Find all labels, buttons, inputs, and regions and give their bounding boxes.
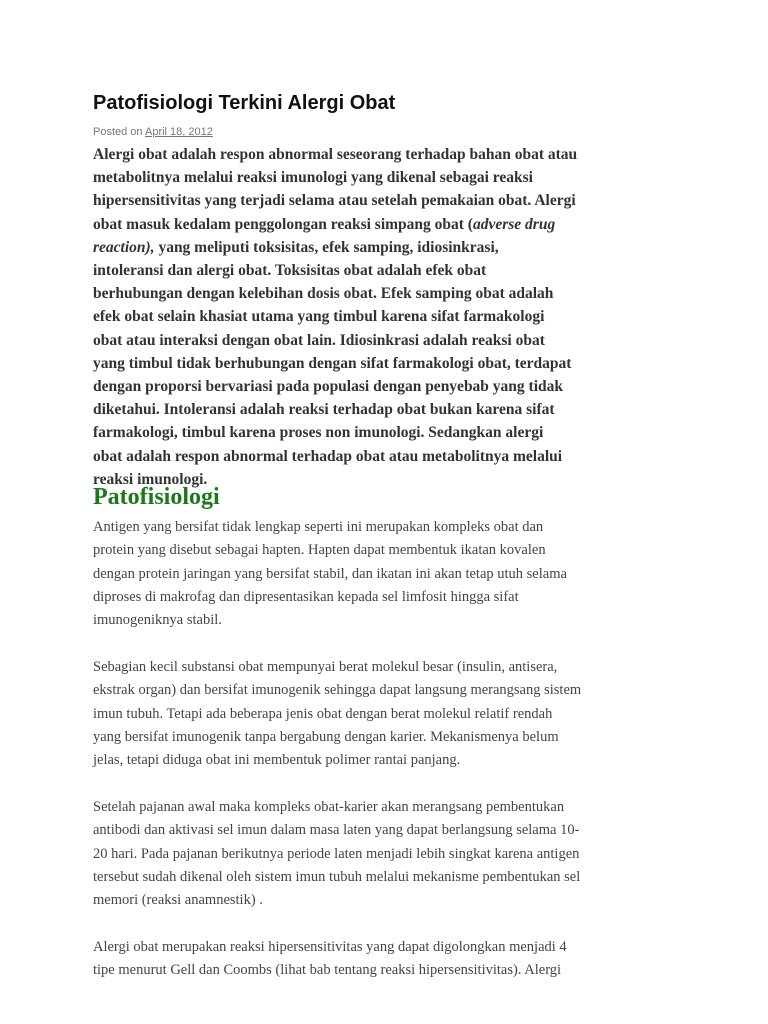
- posted-on-label: Posted on: [93, 126, 143, 138]
- text-line: Antigen yang bersifat tidak lengkap seperti ini merupakan kompleks obat dan: [93, 519, 544, 535]
- section-heading: Patofisiologi: [93, 484, 220, 510]
- text-line: hipersensitivitas yang terjadi selama atau setelah pemakaian obat. Alergi: [93, 192, 576, 210]
- text-line: obat adalah respon abnormal terhadap obat atau metabolitnya melalui: [93, 447, 563, 465]
- body-paragraph: [93, 516, 567, 632]
- post-date-link[interactable]: April 18, 2012: [145, 126, 213, 138]
- text-line: berhubungan dengan kelebihan dosis obat. Efek samping obat adalah: [93, 285, 554, 303]
- text-line: intoleransi dan alergi obat. Toksisitas obat adalah efek obat: [93, 262, 487, 280]
- text-line: reaksi imunologi.: [93, 470, 208, 488]
- text-line: Alergi obat merupakan reaksi hipersensitivitas yang dapat digolongkan menjadi 4: [93, 939, 567, 955]
- text-line: dengan proporsi bervariasi pada populasi dengan penyebab yang tidak: [93, 378, 564, 396]
- text-line: Alergi obat adalah respon abnormal seseorang terhadap bahan obat atau: [93, 146, 578, 163]
- text-span: yang meliputi toksisitas, efek samping, idiosinkrasi,: [154, 238, 499, 256]
- text-line: imun tubuh. Tetapi ada beberapa jenis obat dengan berat molekul relatif rendah: [93, 705, 553, 722]
- text-line: Sebagian kecil substansi obat mempunyai berat molekul besar (insulin, antisera,: [93, 659, 558, 675]
- italic-term: adverse drug: [472, 215, 556, 233]
- text-line: obat atau interaksi dengan obat lain. Idiosinkrasi adalah reaksi obat: [93, 331, 545, 349]
- text-line: farmakologi, timbul karena proses non imunologi. Sedangkan alergi: [93, 424, 544, 442]
- text-line: dengan protein jaringan yang bersifat stabil, dan ikatan ini akan tetap utuh selama: [93, 565, 567, 582]
- page-title: Patofisiologi Terkini Alergi Obat: [93, 92, 396, 114]
- intro-paragraph: [93, 143, 577, 491]
- text-line: metabolitnya melalui reaksi imunologi yang dikenal sebagai reaksi: [93, 169, 533, 187]
- text-line: diketahui. Intoleransi adalah reaksi terhadap obat bukan karena sifat: [93, 401, 555, 419]
- text-line: memori (reaksi anamnestik) .: [93, 892, 263, 909]
- text-line: [93, 236, 577, 259]
- text-line: 20 hari. Pada pajanan berikutnya periode laten menjadi lebih singkat karena antigen: [93, 845, 580, 862]
- text-line: imunogeniknya stabil.: [93, 612, 222, 629]
- text-line: diproses di makrofag dan dipresentasikan kepada sel limfosit hingga sifat: [93, 588, 519, 605]
- text-line: tersebut sudah dikenal oleh sistem imun tubuh melalui mekanisme pembentukan sel: [93, 868, 581, 885]
- body-paragraph: [93, 796, 580, 912]
- text-line: antibodi dan aktivasi sel imun dalam masa laten yang dapat berlangsung selama 10-: [93, 822, 580, 839]
- text-line: Setelah pajanan awal maka kompleks obat-karier akan merangsang pembentukan: [93, 799, 565, 815]
- text-line: [93, 213, 577, 236]
- text-line: protein yang disebut sebagai hapten. Hapten dapat membentuk ikatan kovalen: [93, 542, 546, 559]
- text-line: yang bersifat imunogenik tanpa bergabung dengan karier. Mekanismenya belum: [93, 728, 559, 745]
- italic-term: reaction),: [93, 238, 155, 256]
- text-line: ekstrak organ) dan bersifat imunogenik sehingga dapat langsung merangsang sistem: [93, 682, 582, 699]
- text-line: yang timbul tidak berhubungan dengan sifat farmakologi obat, terdapat: [93, 354, 572, 372]
- text-span: obat masuk kedalam penggolongan reaksi simpang obat (: [93, 215, 473, 233]
- body-paragraph: [93, 656, 581, 772]
- body-paragraph: [93, 936, 567, 983]
- text-line: tipe menurut Gell dan Coombs (lihat bab tentang reaksi hipersensitivitas). Alergi: [93, 962, 562, 979]
- text-line: jelas, tetapi diduga obat ini membentuk polimer rantai panjang.: [93, 752, 461, 769]
- post-meta: [93, 126, 213, 138]
- text-line: efek obat selain khasiat utama yang timbul karena sifat farmakologi: [93, 308, 545, 326]
